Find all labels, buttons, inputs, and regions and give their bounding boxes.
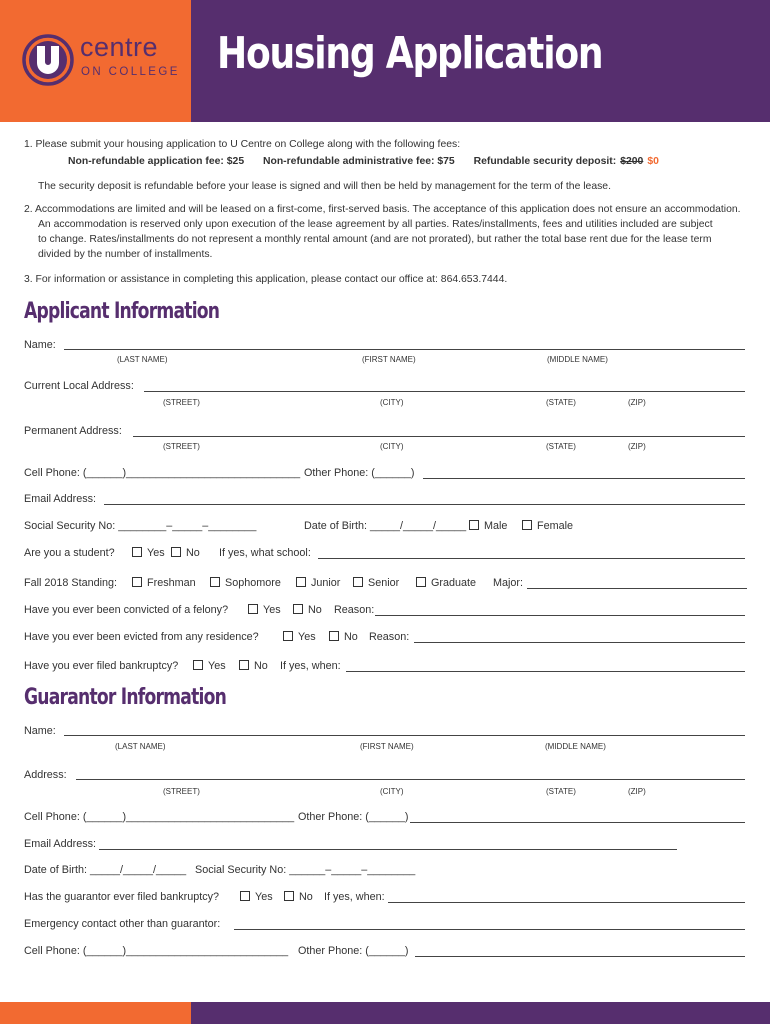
administrative-fee: Non-refundable administrative fee: $75	[262, 156, 455, 167]
guarantor-address-label: Address:	[24, 769, 67, 781]
zip-caption: (ZIP)	[628, 787, 646, 796]
felony-reason-label: Reason:	[334, 604, 375, 616]
dob-field[interactable]: Date of Birth: _____/_____/_____	[304, 520, 467, 532]
junior-checkbox[interactable]: Junior	[296, 577, 340, 589]
guarantor-address-field[interactable]	[76, 779, 745, 780]
female-checkbox[interactable]: Female	[522, 520, 573, 532]
guarantor-bankruptcy-yes-checkbox[interactable]: Yes	[240, 891, 273, 903]
fee-list	[68, 156, 659, 167]
email-field[interactable]	[104, 504, 745, 505]
logo-word: centre	[80, 32, 159, 62]
perm-address-label: Permanent Address:	[24, 425, 122, 437]
guarantor-email-label: Email Address:	[24, 838, 97, 850]
guarantor-name-field[interactable]	[64, 735, 745, 736]
felony-yes-checkbox[interactable]: Yes	[248, 604, 281, 616]
city-caption: (CITY)	[380, 787, 404, 796]
other-phone-label: Other Phone: (______)	[304, 467, 415, 479]
guarantor-email-field[interactable]	[99, 849, 677, 850]
guarantor-ssn-field[interactable]: Social Security No: ______–_____–________	[195, 864, 416, 876]
graduate-checkbox[interactable]: Graduate	[416, 577, 476, 589]
felony-label: Have you ever been convicted of a felony?	[24, 604, 229, 616]
sophomore-checkbox[interactable]: Sophomore	[210, 577, 281, 589]
logo-u-mark-icon	[20, 32, 76, 88]
ssn-field[interactable]: Social Security No: ________–_____–________	[24, 520, 257, 532]
guarantor-cell-field[interactable]: Cell Phone: (______)____________________________	[24, 811, 295, 823]
zip-caption: (ZIP)	[628, 398, 646, 407]
street-caption: (STREET)	[163, 787, 200, 796]
city-caption: (CITY)	[380, 398, 404, 407]
guarantor-bankruptcy-label: Has the guarantor ever filed bankruptcy?	[24, 891, 220, 903]
zip-caption: (ZIP)	[628, 442, 646, 451]
evicted-reason-label: Reason:	[369, 631, 410, 643]
guarantor-heading: Guarantor Information	[24, 685, 227, 710]
email-label: Email Address:	[24, 493, 97, 505]
other-phone-field[interactable]	[423, 478, 745, 479]
intro-item-2-line-4: divided by the number of installments.	[38, 249, 213, 260]
logo-subtext: ON COLLEGE	[81, 66, 180, 78]
evicted-reason-field[interactable]	[414, 642, 745, 643]
cell-phone-field[interactable]: Cell Phone: (______)_____________________________	[24, 467, 301, 479]
bankruptcy-no-checkbox[interactable]: No	[239, 660, 268, 672]
intro-item-2-line-1: 2. Accommodations are limited and will be leased on a first-come, first-served basis. The acceptance of this application does not ensure an accommodation.	[24, 204, 741, 215]
old-deposit: $200	[620, 156, 644, 167]
state-caption: (STATE)	[546, 787, 576, 796]
school-label: If yes, what school:	[219, 547, 311, 559]
major-field[interactable]	[527, 588, 747, 589]
student-label: Are you a student?	[24, 547, 115, 559]
male-checkbox[interactable]: Male	[469, 520, 507, 532]
page-title: Housing Application	[217, 28, 603, 79]
freshman-checkbox[interactable]: Freshman	[132, 577, 196, 589]
applicant-heading: Applicant Information	[24, 299, 220, 324]
intro-item-2-line-3: to change. Rates/installments do not represent a monthly rental amount (and are not prorated), but rather the total base rent due for the lease term	[38, 234, 712, 245]
guarantor-bankruptcy-when-field[interactable]	[388, 902, 745, 903]
emergency-other-phone-label: Other Phone: (______)	[298, 945, 409, 957]
guarantor-other-phone-label: Other Phone: (______)	[298, 811, 409, 823]
bankruptcy-yes-checkbox[interactable]: Yes	[193, 660, 226, 672]
street-caption: (STREET)	[163, 398, 200, 407]
standing-label: Fall 2018 Standing:	[24, 577, 118, 589]
senior-checkbox[interactable]: Senior	[353, 577, 399, 589]
first-name-caption: (FIRST NAME)	[362, 355, 416, 364]
felony-no-checkbox[interactable]: No	[293, 604, 322, 616]
middle-name-caption: (MIDDLE NAME)	[547, 355, 608, 364]
city-caption: (CITY)	[380, 442, 404, 451]
evicted-label: Have you ever been evicted from any residence?	[24, 631, 259, 643]
new-deposit: $0	[647, 156, 659, 167]
emergency-cell-field[interactable]: Cell Phone: (______)___________________________	[24, 945, 289, 957]
emergency-contact-label: Emergency contact other than guarantor:	[24, 918, 221, 930]
state-caption: (STATE)	[546, 398, 576, 407]
guarantor-bankruptcy-when-label: If yes, when:	[324, 891, 385, 903]
application-fee: Non-refundable application fee: $25	[68, 156, 245, 167]
bankruptcy-label: Have you ever filed bankruptcy?	[24, 660, 179, 672]
ucentre-logo	[20, 32, 180, 92]
emergency-other-phone-field[interactable]	[415, 956, 745, 957]
bankruptcy-when-label: If yes, when:	[280, 660, 341, 672]
footer-purple-band	[191, 1002, 770, 1024]
local-address-field[interactable]	[144, 391, 745, 392]
evicted-yes-checkbox[interactable]: Yes	[283, 631, 316, 643]
local-address-label: Current Local Address:	[24, 380, 134, 392]
first-name-caption: (FIRST NAME)	[360, 742, 414, 751]
perm-address-field[interactable]	[133, 436, 745, 437]
bankruptcy-when-field[interactable]	[346, 671, 745, 672]
applicant-name-label: Name:	[24, 339, 56, 351]
evicted-no-checkbox[interactable]: No	[329, 631, 358, 643]
student-no-checkbox[interactable]: No	[171, 547, 200, 559]
street-caption: (STREET)	[163, 442, 200, 451]
student-yes-checkbox[interactable]: Yes	[132, 547, 165, 559]
footer-orange-band	[0, 1002, 191, 1024]
intro-item-2-line-2: An accommodation is reserved only upon execution of the lease agreement by all parties. Rates/installments, fees and utilities included are subject	[38, 219, 713, 230]
state-caption: (STATE)	[546, 442, 576, 451]
middle-name-caption: (MIDDLE NAME)	[545, 742, 606, 751]
major-label: Major:	[493, 577, 523, 589]
last-name-caption: (LAST NAME)	[117, 355, 168, 364]
intro-item-3: 3. For information or assistance in completing this application, please contact our office at: 864.653.7444.	[24, 274, 508, 285]
felony-reason-field[interactable]	[375, 615, 745, 616]
intro-item-1: 1. Please submit your housing application to U Centre on College along with the following fees:	[24, 139, 461, 150]
guarantor-dob-field[interactable]: Date of Birth: _____/_____/_____	[24, 864, 187, 876]
emergency-contact-field[interactable]	[234, 929, 745, 930]
guarantor-other-phone-field[interactable]	[410, 822, 745, 823]
deposit-note: The security deposit is refundable before your lease is signed and will then be held by management for the term of the lease.	[38, 181, 611, 192]
school-field[interactable]	[318, 558, 745, 559]
applicant-name-field[interactable]	[64, 349, 745, 350]
last-name-caption: (LAST NAME)	[115, 742, 166, 751]
security-deposit: Refundable security deposit: $200 $0	[473, 156, 659, 167]
guarantor-name-label: Name:	[24, 725, 56, 737]
guarantor-bankruptcy-no-checkbox[interactable]: No	[284, 891, 313, 903]
